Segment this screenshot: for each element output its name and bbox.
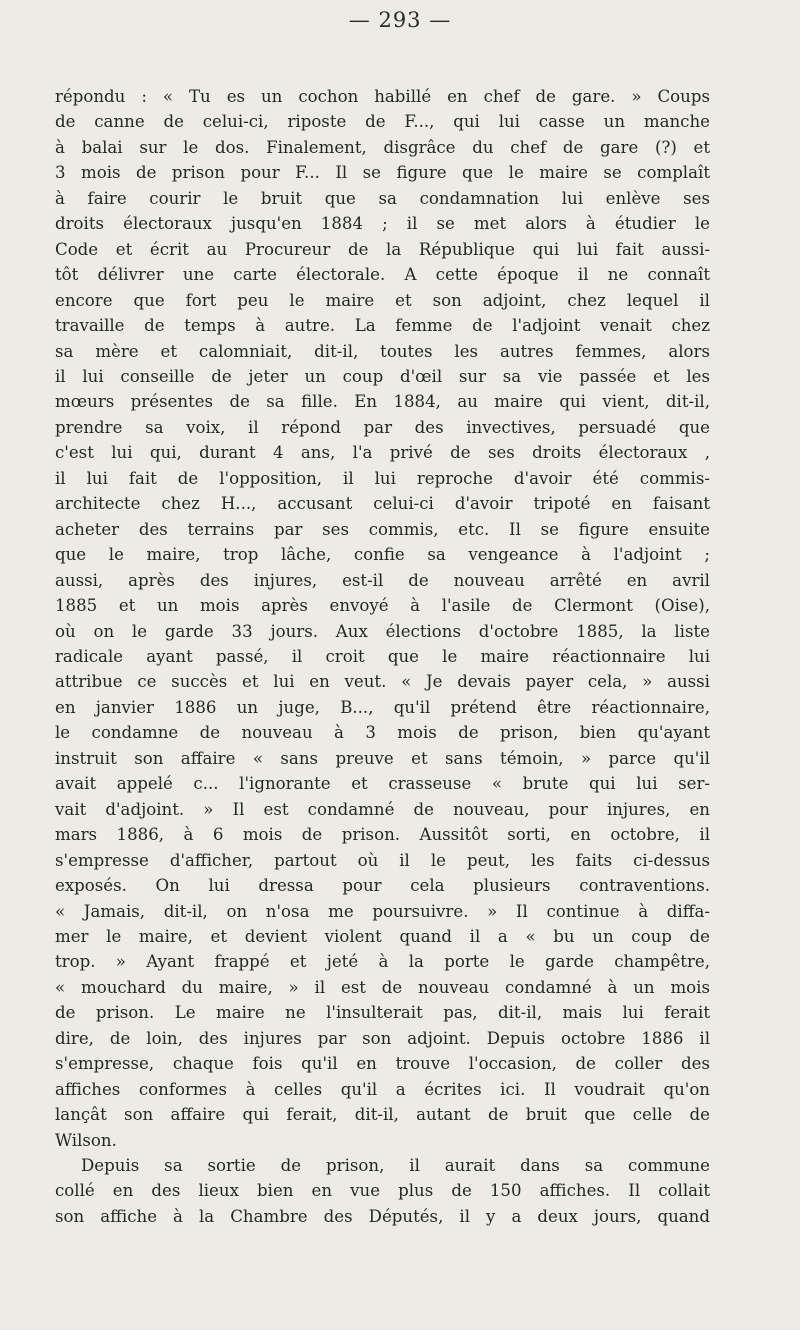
- text-line: acheter des terrains par ses commis, etc. Il se figure ensuite: [55, 519, 710, 539]
- text-line: architecte chez H..., accusant celui-ci d'avoir tripoté en faisant: [55, 494, 710, 514]
- text-line: s'empresse d'afficher, partout où il le peut, les faits ci-dessus: [55, 850, 710, 870]
- text-line: c'est lui qui, durant 4 ans, l'a privé de ses droits électoraux ,: [55, 443, 710, 463]
- text-line: il lui conseille de jeter un coup d'œil sur sa vie passée et les: [55, 366, 710, 386]
- text-line: prendre sa voix, il répond par des invectives, persuadé que: [55, 417, 710, 437]
- text-line: dire, de loin, des injures par son adjoint. Depuis octobre 1886 il: [55, 1028, 710, 1048]
- text-line: collé en des lieux bien en vue plus de 150 affiches. Il collait: [55, 1181, 710, 1201]
- text-line: instruit son affaire « sans preuve et sans témoin, » parce qu'il: [55, 748, 710, 768]
- text-line: travaille de temps à autre. La femme de l'adjoint venait chez: [55, 316, 710, 336]
- text-line: mars 1886, à 6 mois de prison. Aussitôt sorti, en octobre, il: [55, 825, 710, 845]
- text-line: à faire courir le bruit que sa condamnation lui enlève ses: [55, 188, 710, 208]
- text-line: mœurs présentes de sa fille. En 1884, au maire qui vient, dit-il,: [55, 392, 710, 412]
- text-line: où on le garde 33 jours. Aux élections d'octobre 1885, la liste: [55, 621, 710, 641]
- text-line: Code et écrit au Procureur de la République qui lui fait aussi-: [55, 239, 710, 259]
- text-line: attribue ce succès et lui en veut. « Je devais payer cela, » aussi: [55, 672, 710, 692]
- text-line: avait appelé c... l'ignorante et crasseuse « brute qui lui ser-: [55, 774, 710, 794]
- text-line: 3 mois de prison pour F... Il se figure que le maire se complaît: [55, 163, 710, 183]
- text-line: son affiche à la Chambre des Députés, il y a deux jours, quand: [55, 1206, 710, 1226]
- text-line: aussi, après des injures, est-il de nouveau arrêté en avril: [55, 570, 710, 590]
- text-line: 1885 et un mois après envoyé à l'asile de Clermont (Oise),: [55, 596, 710, 616]
- text-line: que le maire, trop lâche, confie sa vengeance à l'adjoint ;: [55, 545, 710, 565]
- text-line: Wilson.: [55, 1130, 117, 1150]
- text-line: exposés. On lui dressa pour cela plusieurs contraventions.: [55, 876, 710, 896]
- text-line: vait d'adjoint. » Il est condamné de nouveau, pour injures, en: [55, 799, 710, 819]
- text-line: en janvier 1886 un juge, B..., qu'il prétend être réactionnaire,: [55, 697, 710, 717]
- text-line: « mouchard du maire, » il est de nouveau condamné à un mois: [55, 977, 710, 997]
- paragraph-2: [55, 1153, 710, 1229]
- text-line: sa mère et calomniait, dit-il, toutes les autres femmes, alors: [55, 341, 710, 361]
- text-line: lançât son affaire qui ferait, dit-il, autant de bruit que celle de: [55, 1105, 710, 1125]
- text-line: il lui fait de l'opposition, il lui reproche d'avoir été commis-: [55, 468, 710, 488]
- text-line: le condamne de nouveau à 3 mois de prison, bien qu'ayant: [55, 723, 710, 743]
- text-line: de prison. Le maire ne l'insulterait pas, dit-il, mais lui ferait: [55, 1003, 710, 1023]
- text-line: « Jamais, dit-il, on n'osa me poursuivre. » Il continue à diffa-: [55, 901, 710, 921]
- text-line: trop. » Ayant frappé et jeté à la porte le garde champêtre,: [55, 952, 710, 972]
- text-line: mer le maire, et devient violent quand il a « bu un coup de: [55, 926, 710, 946]
- text-line: répondu : « Tu es un cochon habillé en chef de gare. » Coups: [55, 87, 710, 106]
- text-line: radicale ayant passé, il croit que le maire réactionnaire lui: [55, 646, 710, 666]
- paragraph-1: [55, 84, 710, 1153]
- body-text: [55, 84, 710, 1229]
- text-line: s'empresse, chaque fois qu'il en trouve l'occasion, de coller des: [55, 1054, 710, 1074]
- text-line: affiches conformes à celles qu'il a écrites ici. Il voudrait qu'on: [55, 1079, 710, 1099]
- text-line: de canne de celui-ci, riposte de F..., qui lui casse un manche: [55, 112, 710, 132]
- text-line: encore que fort peu le maire et son adjoint, chez lequel il: [55, 290, 710, 310]
- text-line: tôt délivrer une carte électorale. A cette époque il ne connaît: [55, 265, 710, 285]
- text-line: à balai sur le dos. Finalement, disgrâce du chef de gare (?) et: [55, 137, 710, 157]
- text-line: Depuis sa sortie de prison, il aurait dans sa commune: [81, 1156, 710, 1176]
- page-number: — 293 —: [348, 8, 452, 32]
- text-line: droits électoraux jusqu'en 1884 ; il se met alors à étudier le: [55, 214, 710, 234]
